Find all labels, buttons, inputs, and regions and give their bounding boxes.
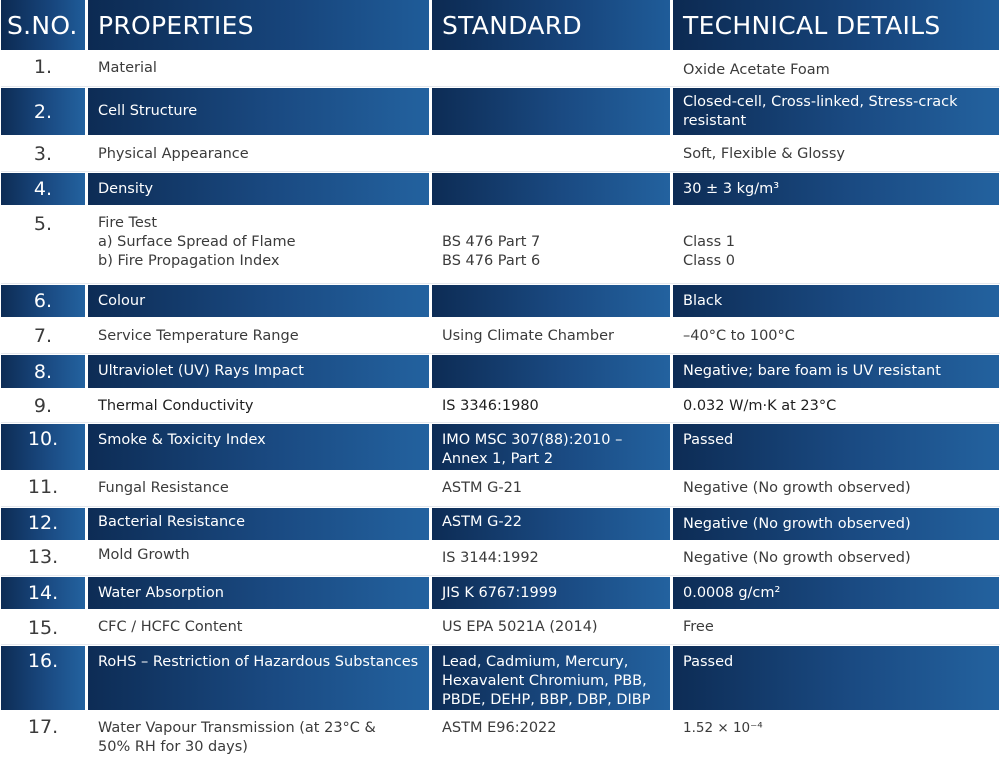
table-row (1, 173, 1000, 205)
row-number: 15. (1, 611, 85, 644)
standard-cell: IMO MSC 307(88):2010 – Annex 1, Part 2 (432, 424, 670, 470)
row-number: 10. (1, 424, 85, 470)
property-cell: Smoke & Toxicity Index (88, 424, 429, 470)
table-row (1, 319, 1000, 354)
property-cell: Water Absorption (88, 577, 429, 609)
standard-cell: Lead, Cadmium, Mercury, Hexavalent Chromium, PBB, PBDE, DEHP, BBP, DBP, DIBP (432, 646, 670, 710)
row-number: 13. (1, 542, 85, 575)
standard-cell (432, 355, 670, 388)
detail-cell: 0.0008 g/cm² (673, 577, 999, 609)
table-row (1, 577, 1000, 609)
row-number: 4. (1, 173, 85, 205)
table-row (1, 611, 1000, 645)
detail-cell: 1.52 × 10⁻⁴ (673, 712, 999, 764)
standard-line: BS 476 Part 7 (442, 234, 541, 250)
standard-cell (432, 52, 670, 86)
header-sno: S.NO. (1, 0, 85, 50)
property-line: b) Fire Propagation Index (98, 253, 280, 269)
table-header-row (1, 0, 1000, 50)
property-line: Fire Test (98, 215, 158, 231)
row-number: 8. (1, 355, 85, 388)
property-cell: CFC / HCFC Content (88, 611, 429, 644)
standard-cell: IS 3346:1980 (432, 390, 670, 422)
table-row (1, 508, 1000, 540)
standard-cell (432, 285, 670, 317)
standard-cell: IS 3144:1992 (432, 542, 670, 575)
standard-line: BS 476 Part 6 (442, 253, 541, 269)
detail-cell: Negative; bare foam is UV resistant (673, 355, 999, 388)
property-cell: Ultraviolet (UV) Rays Impact (88, 355, 429, 388)
row-number: 9. (1, 390, 85, 422)
row-number: 14. (1, 577, 85, 609)
table-row (1, 712, 1000, 764)
detail-cell: 30 ± 3 kg/m³ (673, 173, 999, 205)
standard-cell: ASTM G-21 (432, 472, 670, 506)
standard-cell: ASTM E96:2022 (432, 712, 670, 764)
row-number: 6. (1, 285, 85, 317)
spec-table (1, 0, 1000, 766)
row-number: 5. (1, 207, 85, 283)
header-standard: STANDARD (432, 0, 670, 50)
row-number: 2. (1, 88, 85, 135)
standard-cell (432, 173, 670, 205)
row-number: 7. (1, 319, 85, 353)
row-number: 17. (1, 712, 85, 764)
table-row (1, 88, 1000, 135)
standard-cell: ASTM G-22 (432, 508, 670, 540)
property-cell: Service Temperature Range (88, 319, 429, 353)
standard-cell (432, 207, 670, 283)
table-row (1, 424, 1000, 470)
property-cell: RoHS – Restriction of Hazardous Substances (88, 646, 429, 710)
property-cell: Material (88, 52, 429, 86)
row-number: 12. (1, 508, 85, 540)
row-number: 16. (1, 646, 85, 710)
detail-cell: Closed-cell, Cross-linked, Stress-crack resistant (673, 88, 999, 135)
header-technical-details: TECHNICAL DETAILS (673, 0, 999, 50)
property-cell: Cell Structure (88, 88, 429, 135)
table-row (1, 542, 1000, 576)
detail-cell: Negative (No growth observed) (673, 472, 999, 506)
detail-cell: –40°C to 100°C (673, 319, 999, 353)
table-row (1, 355, 1000, 388)
row-number: 1. (1, 52, 85, 86)
detail-cell: Black (673, 285, 999, 317)
detail-cell: Negative (No growth observed) (673, 508, 999, 540)
table-row (1, 646, 1000, 710)
property-cell: Density (88, 173, 429, 205)
standard-cell (432, 137, 670, 171)
detail-cell: Passed (673, 646, 999, 710)
table-row (1, 207, 1000, 284)
detail-cell (673, 207, 999, 283)
property-cell: Fungal Resistance (88, 472, 429, 506)
property-cell (88, 207, 429, 283)
table-row (1, 285, 1000, 317)
standard-cell (432, 88, 670, 135)
table-row (1, 52, 1000, 87)
property-cell: Water Vapour Transmission (at 23°C & 50% RH for 30 days) (88, 712, 429, 764)
property-cell: Thermal Conductivity (88, 390, 429, 422)
detail-cell: Oxide Acetate Foam (673, 52, 999, 86)
property-cell: Colour (88, 285, 429, 317)
detail-line: Class 1 (683, 234, 735, 250)
detail-cell: Negative (No growth observed) (673, 542, 999, 575)
property-cell: Physical Appearance (88, 137, 429, 171)
standard-cell: JIS K 6767:1999 (432, 577, 670, 609)
standard-cell: Using Climate Chamber (432, 319, 670, 353)
property-line: a) Surface Spread of Flame (98, 234, 296, 250)
row-number: 3. (1, 137, 85, 171)
property-cell: Mold Growth (88, 542, 429, 575)
table-row (1, 390, 1000, 423)
detail-cell: 0.032 W/m·K at 23°C (673, 390, 999, 422)
header-properties: PROPERTIES (88, 0, 429, 50)
detail-cell: Passed (673, 424, 999, 470)
row-number: 11. (1, 472, 85, 506)
table-row (1, 472, 1000, 507)
property-cell: Bacterial Resistance (88, 508, 429, 540)
detail-cell: Soft, Flexible & Glossy (673, 137, 999, 171)
detail-line: Class 0 (683, 253, 735, 269)
standard-cell: US EPA 5021A (2014) (432, 611, 670, 644)
detail-cell: Free (673, 611, 999, 644)
table-row (1, 137, 1000, 172)
